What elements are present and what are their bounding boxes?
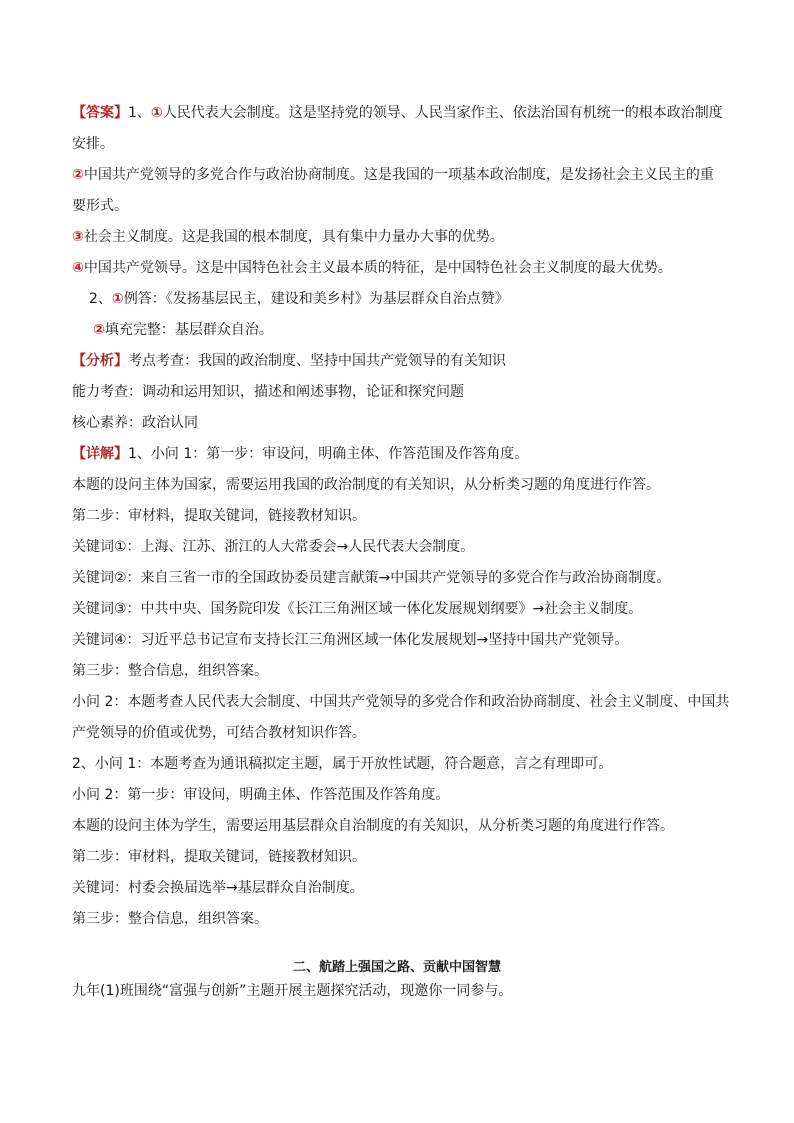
detail-text-1: 1、小问 1：第一步：审设问，明确主体、作答范围及作答角度。	[128, 446, 529, 462]
answer-1-text: 人民代表大会制度。这是坚持党的领导、人民当家作主、依法治国有机统一的根本政治制度	[162, 105, 723, 121]
question-2-number: 2、	[89, 291, 112, 307]
detail-line-16: 第三步：整合信息，组织答案。	[72, 911, 268, 927]
answer-q2-line-1	[72, 284, 732, 315]
answer-line-1	[72, 98, 732, 129]
answer-line-2	[72, 160, 732, 191]
literacy-line: 核心素养：政治认同	[72, 415, 198, 431]
marker-2: ②	[72, 167, 84, 183]
detail-line-4: 关键词①：上海、江苏、浙江的人大常委会→人民代表大会制度。	[72, 539, 475, 555]
detail-line-2: 本题的设问主体为国家，需要运用我国的政治制度的有关知识，从分析类习题的角度进行作答。	[72, 477, 660, 493]
detail-line-11: 2、小问 1：本题考查为通讯稿拟定主题，属于开放性试题，符合题意，言之有理即可。	[72, 756, 613, 772]
answer-line-1b: 安排。	[72, 136, 114, 152]
analysis-text: 考点考查：我国的政治制度、坚持中国共产党领导的有关知识	[128, 353, 506, 369]
detail-line-3: 第二步：审材料，提取关键词，链接教材知识。	[72, 508, 366, 524]
section-title: 二、航踏上强国之路、贡献中国智慧	[292, 960, 501, 975]
detail-line-6: 关键词③：中共中央、国务院印发《长江三角洲区域一体化发展规划纲要》→社会主义制度。	[72, 601, 643, 617]
detail-line-9: 小问 2：本题考查人民代表大会制度、中国共产党领导的多党合作和政治协商制度、社会主义制度、中国共	[72, 694, 730, 710]
answer-2-text: 中国共产党领导的多党合作与政治协商制度。这是我国的一项基本政治制度，是发扬社会主义民主的重	[83, 167, 714, 183]
detail-line-12: 小问 2：第一步：审设问，明确主体、作答范围及作答角度。	[72, 787, 450, 803]
marker-4: ④	[72, 260, 84, 276]
ability-line: 能力考查：调动和运用知识，描述和阐述事物，论证和探究问题	[72, 384, 464, 400]
question-1-number: 1、	[128, 105, 151, 121]
answer-q2-line-2	[72, 315, 732, 346]
answer-content	[72, 98, 732, 1003]
answer-line-3	[72, 222, 732, 253]
detail-line-13: 本题的设问主体为学生，需要运用基层群众自治制度的有关知识，从分析类习题的角度进行作答。	[72, 818, 674, 834]
detail-line-8: 第三步：整合信息，组织答案。	[72, 663, 268, 679]
analysis-tag: 【分析】	[72, 353, 128, 369]
detail-line-1	[72, 439, 732, 470]
detail-line-10: 产党领导的价值或优势，可结合教材知识作答。	[72, 725, 366, 741]
marker-1: ①	[150, 105, 163, 121]
detail-line-5: 关键词②：来自三省一市的全国政协委员建言献策→中国共产党领导的多党合作与政治协商制度。	[72, 570, 671, 586]
answer-3-text: 社会主义制度。这是我国的根本制度，具有集中力量办大事的优势。	[83, 229, 504, 245]
detail-line-14: 第二步：审材料，提取关键词，链接教材知识。	[72, 849, 366, 865]
answer-tag: 【答案】	[72, 105, 128, 121]
detail-line-7: 关键词④：习近平总书记宣布支持长江三角洲区域一体化发展规划→坚持中国共产党领导。	[72, 632, 629, 648]
q2-answer-2: 填充完整：基层群众自治。	[104, 322, 273, 338]
answer-line-4	[72, 253, 732, 284]
answer-4-text: 中国共产党领导。这是中国特色社会主义最本质的特征，是中国特色社会主义制度的最大优势。	[83, 260, 672, 276]
detail-line-15: 关键词：村委会换届选举→基层群众自治制度。	[72, 880, 364, 896]
q2-marker-1: ①	[111, 291, 124, 307]
section-intro: 九年(1)班围绕“富强与创新”主题开展主题探究活动，现邀你一同参与。	[72, 983, 513, 999]
answer-line-2b: 要形式。	[72, 198, 128, 214]
detail-tag: 【详解】	[72, 446, 128, 462]
q2-answer-1: 例答：《发扬基层民主，建设和美乡村》为基层群众自治点赞》	[123, 291, 509, 307]
q2-marker-2: ②	[93, 322, 105, 338]
analysis-line	[72, 346, 732, 377]
marker-3: ③	[72, 229, 84, 245]
